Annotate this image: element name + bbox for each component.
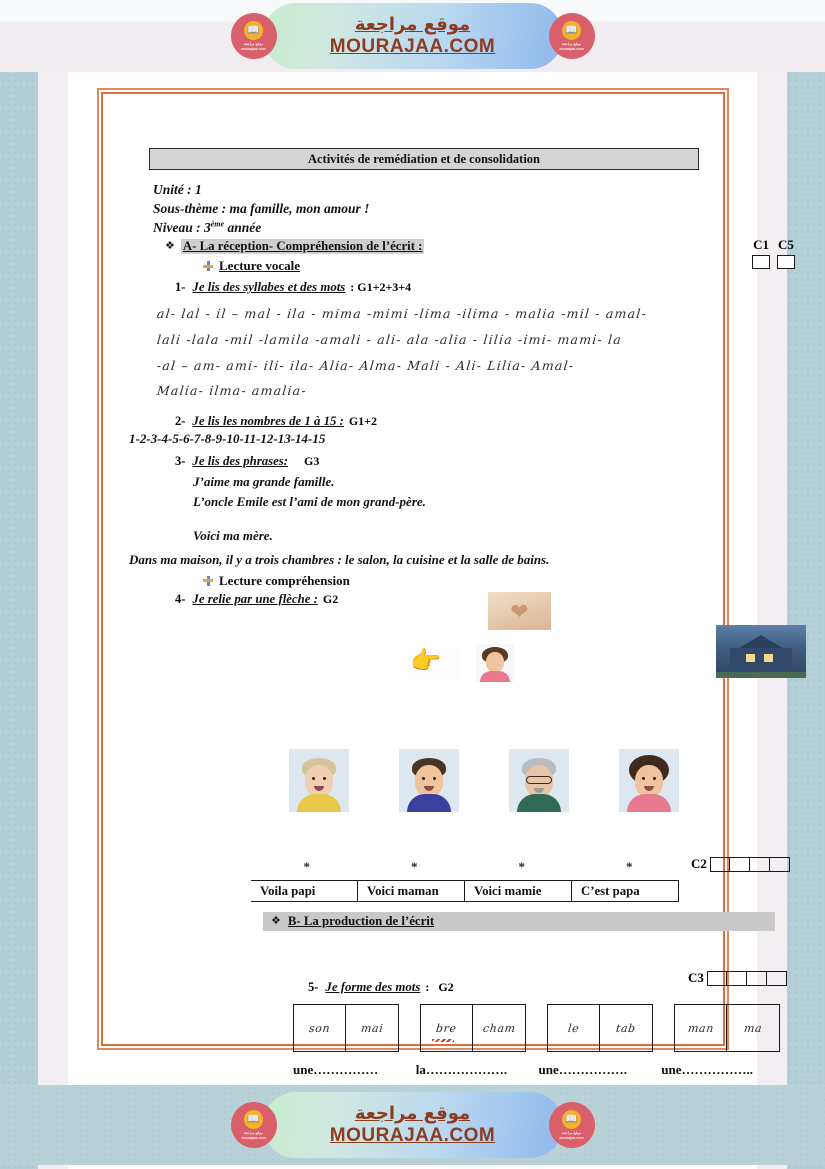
competence-c2-grid (710, 857, 790, 872)
exercise-5-heading (308, 980, 454, 995)
glasses-icon (526, 776, 552, 784)
meta-sous-theme: Sous-thème : ma famille, mon amour ! (153, 201, 370, 217)
exercise-4-avatars (289, 749, 709, 812)
page-title (149, 148, 699, 170)
avatar-eye-left (642, 777, 645, 780)
logo-caption-bottom-left (241, 1131, 265, 1140)
word-cell-text: cham (481, 1021, 516, 1035)
book-icon-bottom-right: 📖 (562, 1110, 581, 1129)
heart-icon: ❤ (510, 598, 529, 624)
mother-avatar[interactable] (619, 749, 679, 812)
avatar-eye-right (433, 777, 436, 780)
promo-arabic-title-top: موقع مراجعة (354, 14, 471, 35)
exercise-3-sentence-wide: Dans ma maison, il y a trois chambres : le salon, la cuisine et la salle de bains. (129, 552, 550, 568)
word-cell-text: bre (435, 1021, 458, 1035)
logo-caption-url-right: mourajaa.com (559, 46, 584, 51)
woman-head (486, 652, 504, 672)
star-marker[interactable]: * (411, 859, 418, 874)
promo-banner-bottom (0, 1085, 825, 1165)
pointing-hand-icon: 👉 (410, 648, 442, 675)
exercise-4-options-table (251, 880, 679, 902)
house-window-left (746, 654, 755, 662)
site-logo-icon-left (231, 13, 277, 59)
logo-caption-url-bottom-left: mourajaa.com (241, 1135, 266, 1140)
grandmother-avatar[interactable] (289, 749, 349, 812)
competence-label-c1: C1 (753, 237, 769, 253)
word-cell-text: le (567, 1021, 580, 1035)
word-cell-text: mai (360, 1021, 384, 1035)
competence-c3-cell[interactable] (747, 971, 767, 986)
competence-label-c3: C3 (688, 970, 704, 985)
decorative-band-left (0, 0, 38, 1169)
logo-caption-ar-left: موقع مراجعة (243, 42, 264, 47)
competence-c2-cell[interactable] (750, 857, 770, 872)
woman-portrait-photo (476, 644, 514, 682)
site-logo-icon-bottom-right (549, 1102, 595, 1148)
book-icon-right: 📖 (562, 21, 581, 40)
worksheet-frame-inner (101, 92, 794, 1077)
word-cell[interactable] (600, 1005, 652, 1051)
competence-label-c2: C2 (691, 856, 707, 871)
word-group (547, 1004, 653, 1052)
meta-niveau (153, 218, 709, 237)
option-cell[interactable]: Voici maman (358, 881, 465, 901)
logo-caption-ar-bottom-right: موقع مراجعة (561, 1131, 582, 1136)
cursive-line: -al – am- ami- ili- ila- Alia- Alma- Mali - Ali- Lilia- Amal- (156, 357, 576, 373)
page-title-text: Activités de remédiation et de consolidation (307, 151, 541, 166)
cursive-line: lali -lala -mil -lamila -amali - ali- ala -alia - lilia -imi- mami- la (156, 332, 623, 348)
competence-checkbox-c5[interactable] (777, 255, 795, 269)
subheading-lecture-comprehension (203, 573, 709, 589)
competence-label-c5: C5 (778, 237, 794, 253)
exercise-2-title: Je lis les nombres de 1 à 15 : (192, 413, 344, 428)
exercise-5-blank-row (293, 1062, 763, 1078)
book-icon-left: 📖 (244, 21, 263, 40)
section-b-heading (263, 912, 775, 931)
plus-bullet-icon-1 (203, 261, 213, 271)
word-cell[interactable] (421, 1005, 473, 1051)
word-group (293, 1004, 399, 1052)
woman-body (480, 671, 510, 682)
answer-blank[interactable]: la………………. (415, 1062, 508, 1077)
promo-arabic-title-bottom: موقع مراجعة (354, 1103, 471, 1124)
meta-unite: Unité : 1 (153, 182, 202, 197)
logo-caption-ar-bottom-left: موقع مراجعة (243, 1131, 264, 1136)
exercise-1-heading (175, 280, 709, 295)
exercise-1-number: 1- (175, 280, 186, 295)
word-group (674, 1004, 780, 1052)
exercise-1-title: Je lis des syllabes et des mots (192, 280, 346, 295)
exercise-1-cursive-block (157, 301, 709, 404)
section-b-heading-text: B- La production de l’écrit (287, 914, 435, 928)
exercise-2-numbers: 1-2-3-4-5-6-7-8-9-10-11-12-13-14-15 (129, 430, 326, 446)
decorative-band-right (787, 0, 825, 1169)
promo-url-bottom[interactable]: MOURAJAA.COM (329, 1125, 496, 1146)
worksheet-meta (153, 180, 709, 237)
logo-caption-url-left: mourajaa.com (241, 46, 266, 51)
avatar-eye-left (422, 777, 425, 780)
avatar-head (635, 765, 663, 797)
house-photo (716, 625, 806, 678)
logo-caption-left (241, 42, 265, 51)
star-marker[interactable]: * (303, 859, 310, 874)
exercise-5-title: Je forme des mots (325, 980, 421, 994)
competence-labels (753, 237, 794, 253)
promo-pill-top[interactable] (263, 3, 563, 69)
word-cell[interactable] (548, 1005, 600, 1051)
word-cell[interactable] (346, 1005, 398, 1051)
promo-banner-top (0, 0, 825, 72)
word-cell-text: son (308, 1021, 331, 1035)
promo-url-top[interactable]: MOURAJAA.COM (329, 36, 496, 57)
exercise-5-tag-text: G2 (438, 980, 454, 994)
word-cell[interactable] (675, 1005, 727, 1051)
meta-niveau-prefix: Niveau : 3 (153, 220, 211, 236)
grandfather-avatar[interactable] (509, 749, 569, 812)
competence-c3-cell[interactable] (727, 971, 747, 986)
word-cell-text: ma (743, 1021, 763, 1035)
competence-checkboxes (752, 255, 795, 269)
option-cell[interactable]: Voila papi (251, 881, 358, 901)
house-lawn-shape (716, 672, 806, 678)
subheading-lecture-vocale-text: Lecture vocale (219, 258, 300, 274)
star-marker[interactable]: * (626, 859, 633, 874)
exercise-3-heading (175, 454, 709, 469)
star-marker[interactable]: * (518, 859, 525, 874)
subheading-lecture-comprehension-text: Lecture compréhension (219, 572, 350, 588)
exercise-1-tag-text: G1+2+3+4 (357, 280, 412, 295)
logo-caption-bottom-right (559, 1131, 583, 1140)
exercise-4-tag: G2 (322, 591, 339, 606)
exercise-1-tag: : G1+2+3+4 (350, 280, 412, 295)
competence-c3 (688, 970, 787, 986)
exercise-3-number: 3- (175, 453, 186, 468)
diamond-bullet-icon-b: ❖ (271, 915, 281, 928)
plus-bullet-icon-2 (203, 576, 213, 586)
subheading-lecture-vocale (203, 258, 709, 274)
pointing-hand-photo (408, 647, 460, 679)
word-cell-text: tab (615, 1021, 637, 1035)
exercise-4-title: Je relie par une flèche : (192, 591, 318, 606)
exercise-4-star-row (253, 859, 683, 875)
competence-c2-cell[interactable] (770, 857, 790, 872)
competence-c2-cell[interactable] (730, 857, 750, 872)
word-cell[interactable] (727, 1005, 779, 1051)
exercise-3-sentence: Voici ma mère. (193, 528, 273, 544)
competence-c1-c5 (752, 237, 795, 269)
logo-caption-right (559, 42, 583, 51)
exercise-5-word-groups (293, 1004, 763, 1052)
diamond-bullet-icon-a: ❖ (165, 240, 175, 253)
avatar-eye-right (653, 777, 656, 780)
house-body-shape (730, 648, 792, 674)
exercise-4-number: 4- (175, 591, 186, 606)
heart-hands-photo (488, 592, 551, 630)
competence-c2-cell[interactable] (710, 857, 730, 872)
avatar-eye-left (312, 777, 315, 780)
decorative-band-left-inner (38, 0, 68, 1169)
cursive-line: Malia- ilma- amalia- (156, 383, 308, 399)
exercise-2-number: 2- (175, 413, 186, 428)
spellcheck-underline-icon (432, 1039, 454, 1042)
exercise-5-tag: : G2 (425, 980, 454, 994)
word-cell-text: man (686, 1021, 715, 1035)
competence-c3-grid (707, 971, 787, 986)
section-a-heading (165, 237, 794, 254)
site-logo-icon-bottom-left (231, 1102, 277, 1148)
word-cell[interactable] (473, 1005, 525, 1051)
exercise-4-heading (175, 592, 709, 607)
avatar-head (305, 765, 333, 797)
meta-niveau-suffix: année (224, 220, 262, 236)
house-window-right (764, 654, 773, 662)
decorative-band-right-inner (757, 0, 787, 1169)
competence-c3-cell[interactable] (707, 971, 727, 986)
avatar-eye-right (323, 777, 326, 780)
answer-blank[interactable]: une…………….. (661, 1062, 753, 1077)
exercise-3-sentence: J’aime ma grande famille. (193, 473, 335, 489)
exercise-3-tag: G3 (304, 453, 320, 468)
exercise-2-tag: G1+2 (348, 413, 378, 428)
meta-niveau-sup: ème (210, 219, 225, 229)
word-cell[interactable] (294, 1005, 346, 1051)
exercise-5-number: 5- (308, 980, 319, 994)
worksheet-frame-outer (97, 88, 794, 1077)
answer-blank[interactable]: une…………… (293, 1062, 379, 1077)
worksheet-sheet (68, 58, 794, 1085)
option-cell[interactable]: Voici mamie (465, 881, 572, 901)
option-cell[interactable]: C’est papa (572, 881, 679, 901)
exercise-2-heading (175, 414, 709, 429)
logo-caption-ar-right: موقع مراجعة (561, 42, 582, 47)
exercise-3-title: Je lis des phrases: (192, 453, 289, 468)
cursive-line: al- lal - il – mal - ila - mima -mimi -lima -ilima - malia -mil - amal- (156, 306, 648, 322)
father-avatar[interactable] (399, 749, 459, 812)
word-group (420, 1004, 526, 1052)
exercise-3-sentence: L’oncle Emile est l’ami de mon grand-père. (193, 494, 426, 510)
site-logo-icon-right (549, 13, 595, 59)
book-icon-bottom-left: 📖 (244, 1110, 263, 1129)
promo-pill-bottom[interactable] (263, 1092, 563, 1158)
section-a-heading-text: A- La réception- Compréhension de l’écrit : (182, 239, 423, 254)
logo-caption-url-bottom-right: mourajaa.com (559, 1135, 584, 1140)
competence-c2 (691, 856, 790, 872)
competence-c3-cell[interactable] (767, 971, 787, 986)
competence-checkbox-c1[interactable] (752, 255, 770, 269)
avatar-head (415, 765, 443, 797)
answer-blank[interactable]: une……………. (538, 1062, 627, 1077)
